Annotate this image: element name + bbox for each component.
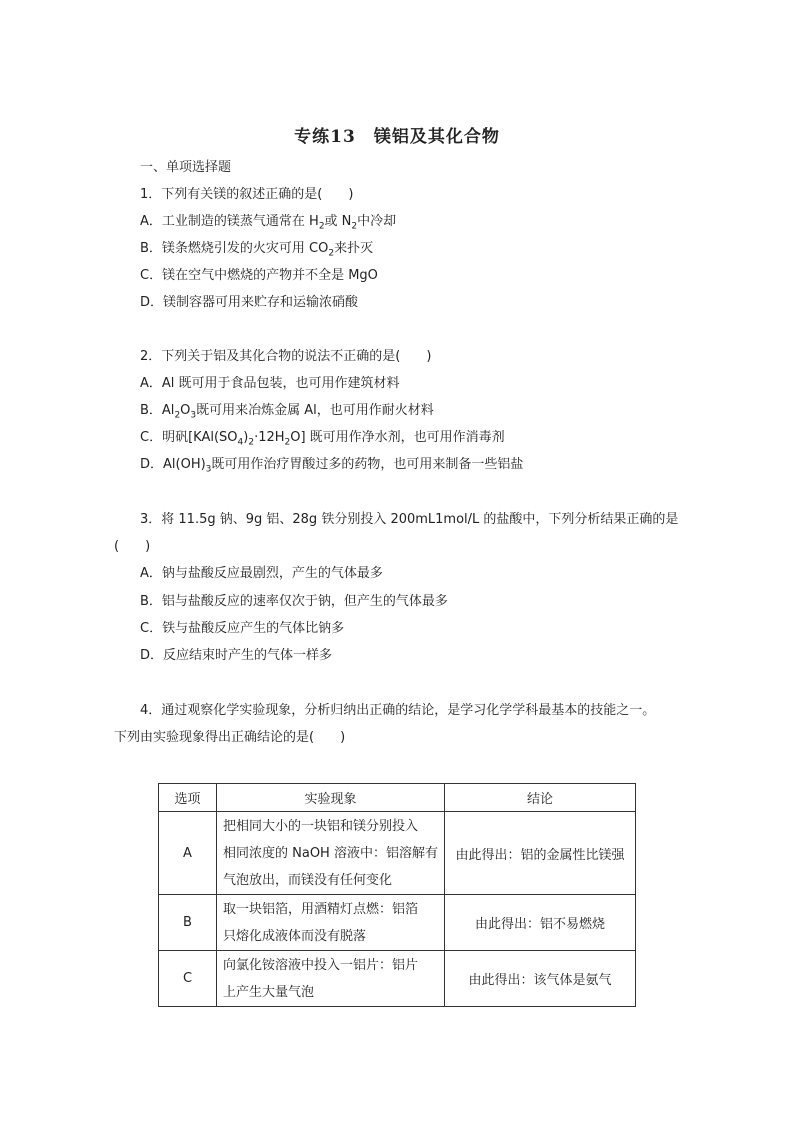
table-cell-phenomenon: 把相同大小的一块铝和镁分别投入 相同浓度的 NaOH 溶液中：铝溶解有 气泡放出，而镁没有任何变化 <box>217 812 445 895</box>
q1-option-d: D．镁制容器可用来贮存和运输浓硝酸 <box>140 295 359 310</box>
table-header-phenomenon: 实验现象 <box>217 784 445 812</box>
page-title: 专练13 镁铝及其化合物 <box>294 127 500 147</box>
q2-stem: 2．下列关于铝及其化合物的说法不正确的是( ) <box>140 349 432 364</box>
table-cell-phenomenon: 向氯化铵溶液中投入一铝片：铝片 上产生大量气泡 <box>217 951 445 1007</box>
q3-option-b: B．铝与盐酸反应的速率仅次于钠，但产生的气体最多 <box>140 594 448 609</box>
table-cell-conclusion: 由此得出：铝的金属性比镁强 <box>445 812 636 895</box>
q1-stem: 1．下列有关镁的叙述正确的是( ) <box>140 187 354 202</box>
table-header-row <box>159 784 636 812</box>
q2-option-b: B．$Al_2O_3$既可用来冶炼金属 Al，也可用作耐火材料 <box>140 403 434 421</box>
q4-stem-line2: 下列由实验现象得出正确结论的是( ) <box>114 730 346 745</box>
table-cell-phenomenon: 取一块铝箔，用酒精灯点燃：铝箔 只熔化成液体而没有脱落 <box>217 895 445 951</box>
table-cell-option: C <box>159 951 217 1007</box>
table-header-option: 选项 <box>159 784 217 812</box>
q1-option-c: C．镁在空气中燃烧的产物并不全是 MgO <box>140 268 378 283</box>
table-row <box>159 895 636 951</box>
table-row <box>159 951 636 1007</box>
table-header-conclusion: 结论 <box>445 784 636 812</box>
q4-stem-line1: 4．通过观察化学实验现象，分析归纳出正确的结论，是学习化学学科最基本的技能之一。 <box>140 703 656 718</box>
q1-option-a: A．工业制造的镁蒸气通常在 $H_2$或 $N_2$中冷却 <box>140 214 397 232</box>
table-cell-conclusion: 由此得出：该气体是氨气 <box>445 951 636 1007</box>
experiment-table <box>158 783 636 1007</box>
table-cell-option: A <box>159 812 217 895</box>
q3-option-c: C．铁与盐酸反应产生的气体比钠多 <box>140 621 345 636</box>
q1-option-b: B．镁条燃烧引发的火灾可用 $CO_2$来扑灭 <box>140 241 374 259</box>
q3-answer-paren: ( ) <box>114 539 151 554</box>
q3-option-d: D．反应结束时产生的气体一样多 <box>140 648 333 663</box>
section-heading: 一、单项选择题 <box>140 160 232 175</box>
table-row <box>159 812 636 895</box>
q2-option-c: C．明矾$[KAl(SO_4)_2\cdot 12H_2O]$ 既可用作净水剂，也可用作消毒剂 <box>140 430 505 448</box>
table-cell-conclusion: 由此得出：铝不易燃烧 <box>445 895 636 951</box>
q2-option-d: D．$Al(OH)_3$既可用作治疗胃酸过多的药物，也可用来制备一些铝盐 <box>140 457 524 475</box>
table-cell-option: B <box>159 895 217 951</box>
q3-stem: 3．将 11.5g 钠、9g 铝、28g 铁分别投入 200mL1mol/L 的盐酸中，下列分析结果正确的是 <box>140 512 679 527</box>
q2-option-a: A．Al 既可用于食品包装，也可用作建筑材料 <box>140 376 400 391</box>
q3-option-a: A．钠与盐酸反应最剧烈，产生的气体最多 <box>140 566 383 581</box>
